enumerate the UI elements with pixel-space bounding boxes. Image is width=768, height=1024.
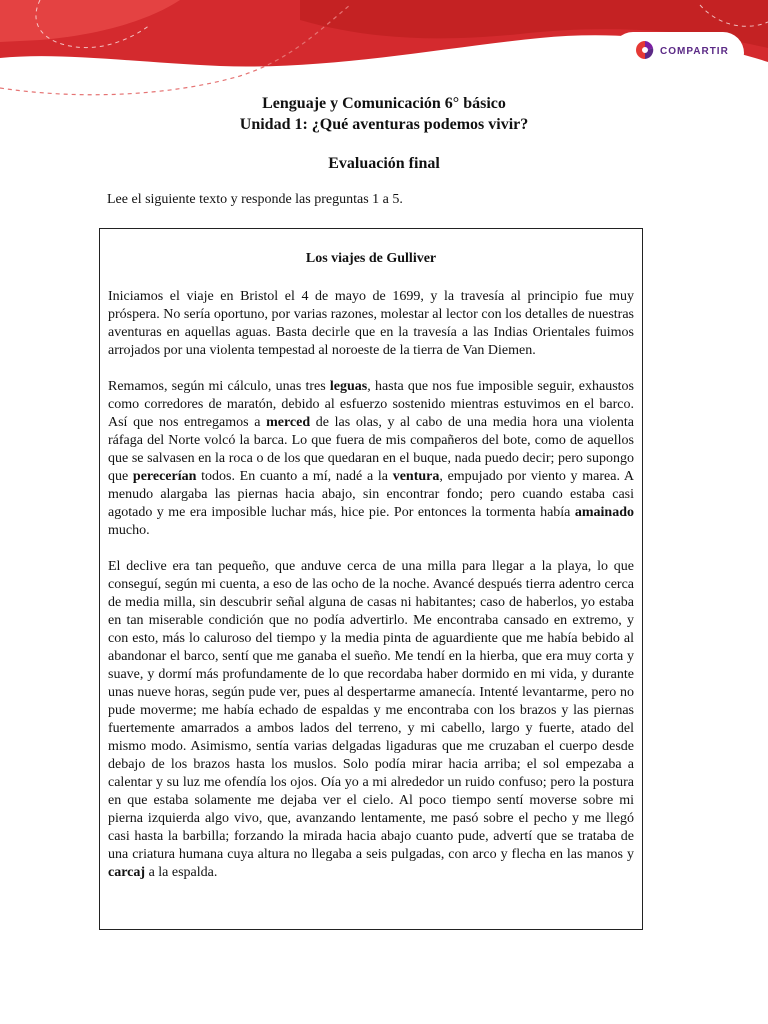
document-header bbox=[0, 93, 768, 135]
unit-title: Unidad 1: ¿Qué aventuras podemos vivir? bbox=[239, 116, 529, 133]
text-span: Remamos, según mi cálculo, unas tres bbox=[108, 379, 330, 394]
vocabulary-word: amainado bbox=[574, 505, 634, 520]
text-span: todos. En cuanto a mí, nadé a la bbox=[196, 469, 393, 484]
subject-title: Lenguaje y Comunicación 6° básico bbox=[262, 95, 506, 112]
story-paragraph-2 bbox=[108, 378, 634, 540]
text-span: de las olas, y al cabo de una media hora una violenta ráfaga del Norte volcó la barca. Lo que fuera de mis compañeros del bote, como de aquellos que se salvasen en la roca o de los que quedaran en el buque, nada puedo decir; pero supongo que bbox=[108, 415, 635, 484]
evaluation-title: Evaluación final bbox=[328, 155, 440, 172]
vocabulary-word: leguas bbox=[329, 379, 368, 394]
compartir-logo-text: COMPARTIR bbox=[660, 45, 729, 57]
vocabulary-word: perecerían bbox=[132, 469, 197, 484]
vocabulary-word: ventura bbox=[392, 469, 440, 484]
text-span: a la espalda. bbox=[145, 865, 218, 880]
compartir-logo-icon bbox=[636, 40, 654, 62]
vocabulary-word: merced bbox=[266, 415, 311, 430]
story-paragraph-3 bbox=[108, 558, 634, 882]
text-span: , hasta que nos fue imposible seguir, exhaustos como corredores de maratón, debido al esfuerzo sostenido mientras estuvimos en el barco. Así que nos entregamos a bbox=[108, 379, 634, 430]
text-span: El declive era tan pequeño, que anduve cerca de una milla para llegar a la playa, lo que conseguí, según mi cuenta, a eso de las ocho de la noche. Avancé después tierra adentro cerca de media milla, sin descubrir señal alguna de casas ni habitantes; caso de haberlos, yo estaba en tan miserable condición que no podía advertirlo. Me encontraba cansado en extremo, y con esto, más lo caluroso del tiempo y la media pinta de aguardiente que me había bebido al abandonar el barco, sentí que me ganaba el sueño. Me tendí en la hierba, que era muy corta y suave, y dormí más profundamente de lo que recordaba haber dormido en mi vida, y durante unas nueve horas, según pude ver, pues al despertarme amanecía. Intenté levantarme, pero no pude moverme; me había echado de espaldas y me encontraba con los brazos y las piernas fuertemente amarrados a ambos lados del terreno, y mi cabello, largo y fuerte, atado del mismo modo. Asimismo, sentía varias delgadas ligaduras que me cruzaban el cuerpo desde debajo de los brazos hasta los muslos. Solo podía mirar hacia arriba; el sol empezaba a calentar y su luz me ofendía los ojos. Oía yo a mi alrededor un ruido confuso; pero la postura en que estaba solamente me dejaba ver el cielo. Al poco tiempo sentí moverse sobre mi pierna izquierda algo vivo, que, avanzando lentamente, me pasó sobre el pecho y me llegó casi hasta la barbilla; forzando la mirada hacia abajo cuanto pude, advertí que se trataba de una criatura humana cuya altura no llegaba a seis pulgadas, con arco y flecha en las manos y bbox=[108, 559, 634, 862]
reading-text-box bbox=[99, 228, 643, 930]
text-span: mucho. bbox=[108, 523, 150, 538]
story-title: Los viajes de Gulliver bbox=[305, 251, 437, 266]
vocabulary-word: carcaj bbox=[108, 865, 146, 880]
compartir-logo bbox=[636, 40, 729, 62]
instruction-text: Lee el siguiente texto y responde las preguntas 1 a 5. bbox=[107, 192, 403, 207]
text-span: , empujado por viento y marea. A menudo alargaba las piernas hacia abajo, sin encontrar fondo; pero cuando estaba casi agotado y me era imposible luchar más, hice pie. Por entonces la tormenta había bbox=[108, 469, 634, 520]
story-paragraph-1: Iniciamos el viaje en Bristol el 4 de mayo de 1699, y la travesía al principio fue muy próspera. No sería oportuno, por varias razones, molestar al lector con los detalles de nuestras aventuras en aquellas aguas. Basta decirle que en la travesía a las Indias Orientales fuimos arrojados por una violenta tempestad al noroeste de la tierra de Van Diemen. bbox=[108, 289, 634, 358]
